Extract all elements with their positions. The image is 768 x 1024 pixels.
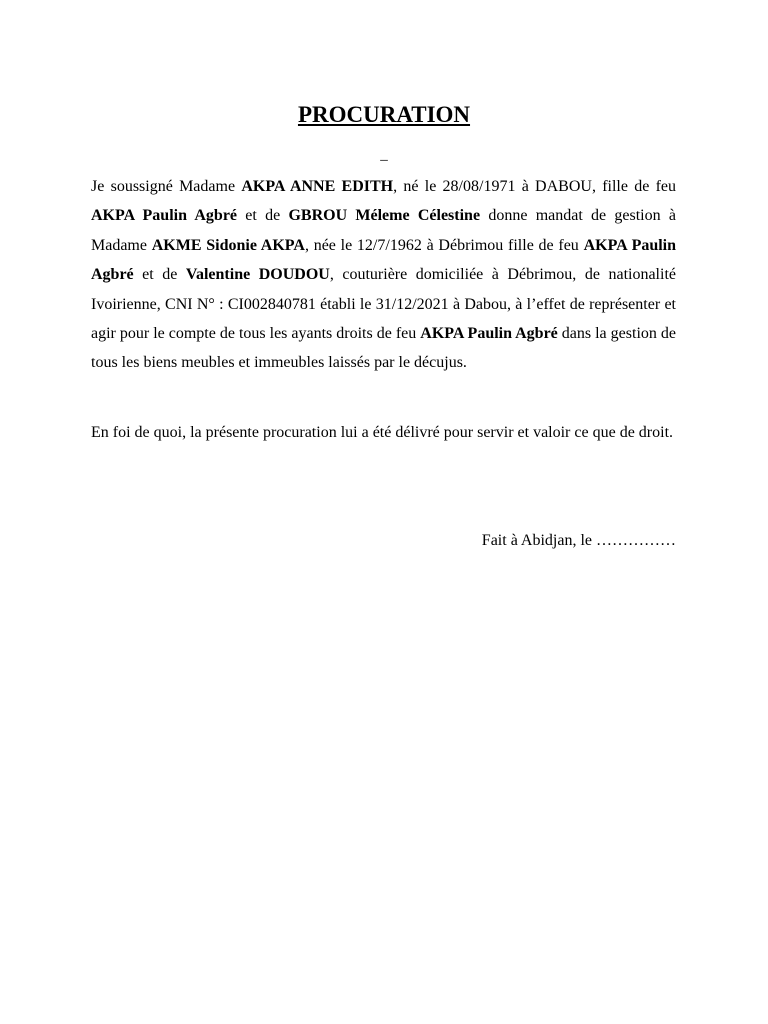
text-segment: , née le 12/7/1962 à Débrimou fille de feu	[304, 236, 584, 254]
mandate-paragraph	[91, 172, 676, 378]
closing-paragraph: En foi de quoi, la présente procuration lui a été délivré pour servir et valoir ce que de droit.	[91, 424, 674, 441]
text-segment: dans la gestion de tous les biens meubles et immeubles laissés par le décujus.	[91, 325, 676, 372]
deceased-name: AKPA Paulin Agbré	[420, 325, 558, 343]
document-title: PROCURATION	[297, 102, 471, 127]
place-date-line: Fait à Abidjan, le ……………	[481, 532, 676, 549]
agent-name: AKME Sidonie AKPA	[151, 236, 305, 254]
text-segment: Je soussigné Madame	[91, 178, 242, 195]
text-segment: et de	[237, 207, 289, 225]
father-name: AKPA Paulin Agbré	[91, 207, 238, 225]
agent-mother-name: Valentine DOUDOU	[185, 266, 330, 284]
text-segment: et de	[133, 266, 186, 284]
text-segment: donne mandat de gestion à Madame	[91, 207, 676, 254]
agent-father-name: AKPA Paulin Agbré	[91, 236, 677, 284]
text-segment: , né le 28/08/1971 à DABOU, fille de feu	[393, 178, 677, 195]
text-segment: , couturière domiciliée à Débrimou, de nationalité Ivoirienne, CNI N° : CI002840781 établi le 31/12/2021 à Dabou, à l’effet de représenter et agir pour le compte de tous les ayants droits de feu	[91, 266, 676, 343]
title-separator: _	[380, 147, 388, 163]
grantor-name: AKPA ANNE EDITH	[241, 178, 394, 195]
mother-name: GBROU Méleme Célestine	[288, 207, 481, 225]
